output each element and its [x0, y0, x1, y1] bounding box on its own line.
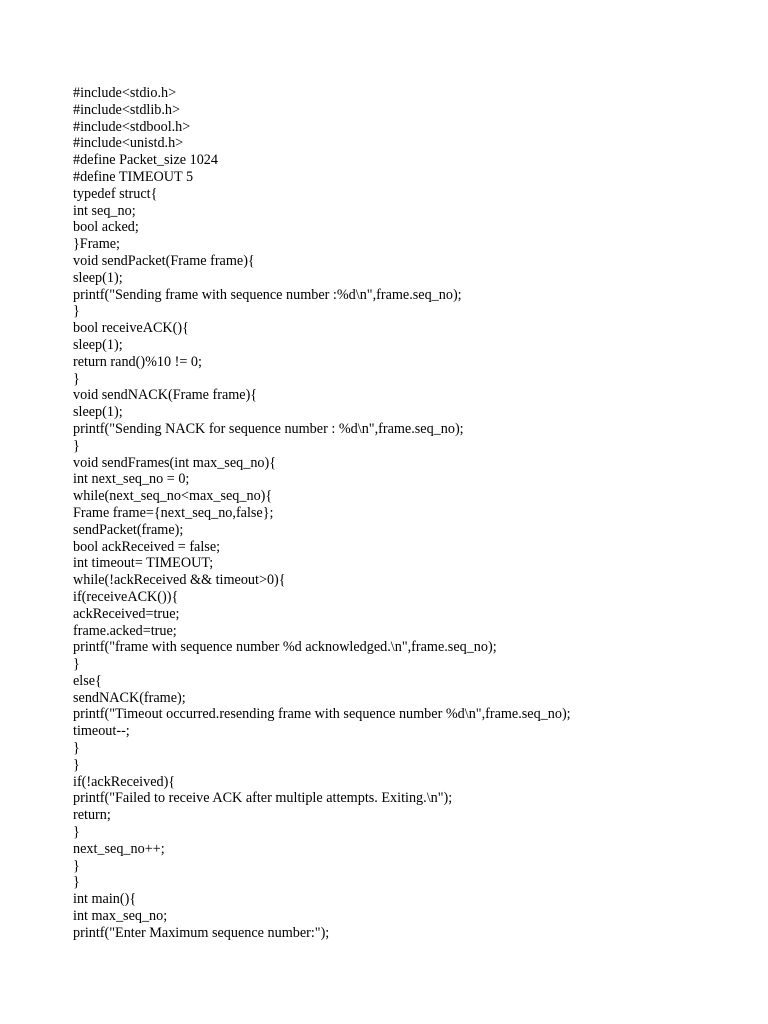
code-line: Frame frame={next_seq_no,false}; [73, 504, 274, 521]
code-line: printf("frame with sequence number %d acknowledged.\n",frame.seq_no); [73, 639, 497, 656]
code-line: } [73, 740, 80, 757]
code-line: #include<stdio.h> [73, 85, 177, 101]
code-line: int timeout= TIMEOUT; [73, 555, 214, 572]
code-line: return; [73, 807, 111, 824]
code-line: } [73, 370, 80, 387]
code-line: if(receiveACK()){ [73, 588, 179, 605]
code-line: void sendFrames(int max_seq_no){ [73, 454, 277, 471]
code-line: sleep(1); [73, 269, 123, 286]
code-line: void sendNACK(Frame frame){ [73, 387, 258, 404]
code-line: #define Packet_size 1024 [73, 152, 218, 169]
code-line: sleep(1); [73, 336, 123, 353]
code-line: while(!ackReceived && timeout>0){ [73, 572, 286, 589]
code-line: } [73, 824, 80, 841]
code-line: next_seq_no++; [73, 840, 165, 857]
code-line: } [73, 857, 80, 874]
code-line: else{ [73, 672, 102, 689]
code-line: } [73, 756, 80, 773]
code-line: int next_seq_no = 0; [73, 471, 190, 488]
code-line: } [73, 656, 80, 673]
code-line: } [73, 437, 80, 454]
code-line: } [73, 303, 80, 320]
code-line: #include<stdlib.h> [73, 101, 181, 118]
code-line: int main(){ [73, 891, 137, 908]
code-line: frame.acked=true; [73, 622, 177, 639]
code-line: sendNACK(frame); [73, 689, 186, 706]
code-line: printf("Failed to receive ACK after multiple attempts. Exiting.\n"); [73, 790, 453, 807]
code-line: typedef struct{ [73, 185, 158, 202]
code-line: }Frame; [73, 236, 120, 253]
code-line: printf("Enter Maximum sequence number:"); [73, 924, 330, 941]
code-line: ackReceived=true; [73, 605, 180, 622]
code-line: int max_seq_no; [73, 908, 168, 925]
code-listing [73, 85, 571, 942]
code-line: if(!ackReceived){ [73, 773, 176, 790]
code-line: sleep(1); [73, 404, 123, 421]
code-line: bool receiveACK(){ [73, 320, 189, 337]
code-line: return rand()%10 != 0; [73, 353, 202, 370]
code-line: printf("Sending NACK for sequence number : %d\n",frame.seq_no); [73, 420, 464, 437]
code-line: #include<unistd.h> [73, 135, 184, 152]
code-line: printf("Timeout occurred.resending frame with sequence number %d\n",frame.seq_no); [73, 706, 571, 723]
code-line: printf("Sending frame with sequence number :%d\n",frame.seq_no); [73, 286, 462, 303]
code-line: int seq_no; [73, 202, 136, 219]
code-line: sendPacket(frame); [73, 521, 184, 538]
code-line: #include<stdbool.h> [73, 118, 191, 135]
code-line: } [73, 874, 80, 891]
code-line: timeout--; [73, 723, 130, 740]
code-line: bool ackReceived = false; [73, 538, 221, 555]
code-line: void sendPacket(Frame frame){ [73, 252, 255, 269]
code-line: while(next_seq_no<max_seq_no){ [73, 488, 273, 505]
code-line: #define TIMEOUT 5 [73, 168, 194, 185]
code-line: bool acked; [73, 219, 139, 236]
